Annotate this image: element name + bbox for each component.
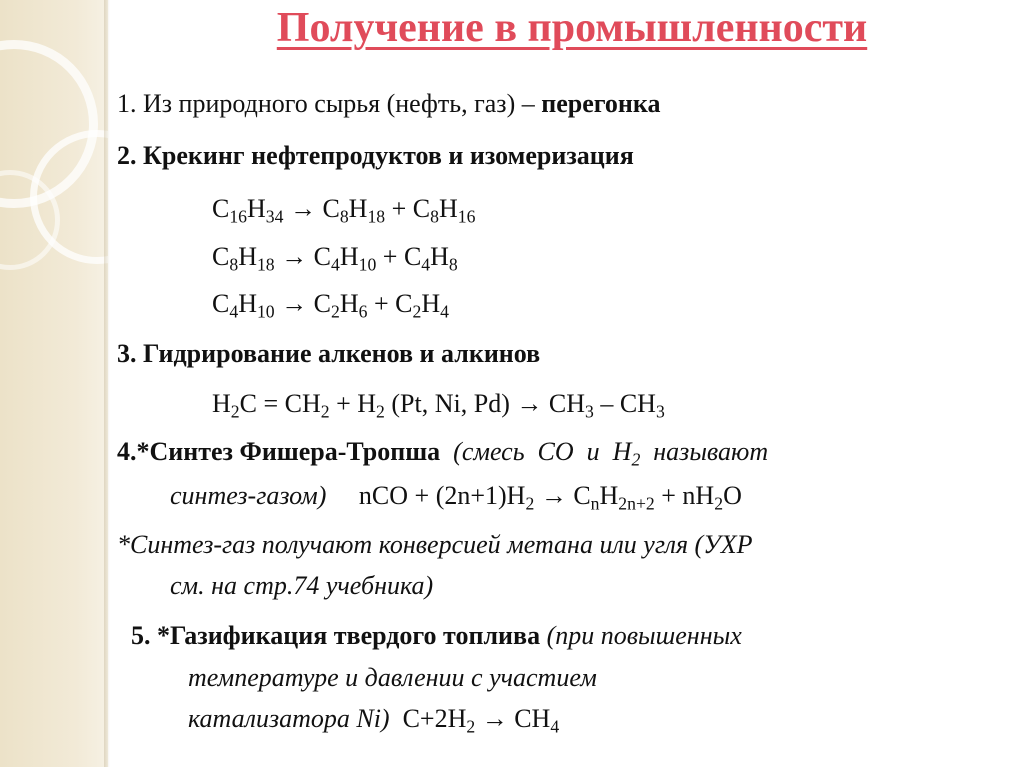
- item-5-line-2: температуре и давлении с участием: [188, 663, 597, 692]
- item-5-line-1: 5. *Газификация твердого топлива (при повышенных: [131, 621, 742, 650]
- slide-title: Получение в промышленности: [276, 5, 868, 51]
- item-1: 1. Из природного сырья (нефть, газ) – перегонка: [117, 89, 661, 118]
- item-3-heading: 3. Гидрирование алкенов и алкинов: [117, 339, 541, 368]
- item-5-line-3: катализатора Ni) $C+2H_2 \to CH_4$: [188, 704, 560, 737]
- equation-cracking-2: $C_8H_{18} \to C_4H_{10} + C_4H_8$: [212, 242, 458, 275]
- item-2-heading: 2. Крекинг нефтепродуктов и изомеризация: [117, 141, 634, 170]
- decorative-left-band: [0, 0, 108, 767]
- note-line-1: *Синтез-газ получают конверсией метана или угля (УХР: [117, 530, 753, 559]
- note-line-2: см. на стр.74 учебника): [170, 571, 434, 600]
- equation-cracking-1: $C_{16}H_{34} \to C_8H_{18} + C_8H_{16}$: [212, 194, 476, 227]
- band-shadow: [104, 0, 110, 767]
- equation-hydrogenation: $H_2C = CH_2 + H_2$ (Pt, Ni, $Pd) \to CH_3 - CH_3$: [212, 389, 665, 422]
- equation-cracking-3: $C_4H_{10} \to C_2H_6 + C_2H_4$: [212, 289, 449, 322]
- item-4-line-2: синтез-газом) nCO + $(2n+1)H_2 \to C_nH_{2n+2} + nH_2O$: [170, 481, 742, 514]
- item-4-line-1: 4.*Синтез Фишера-Тропша (смесь CO и $H_2$ называют: [117, 437, 769, 470]
